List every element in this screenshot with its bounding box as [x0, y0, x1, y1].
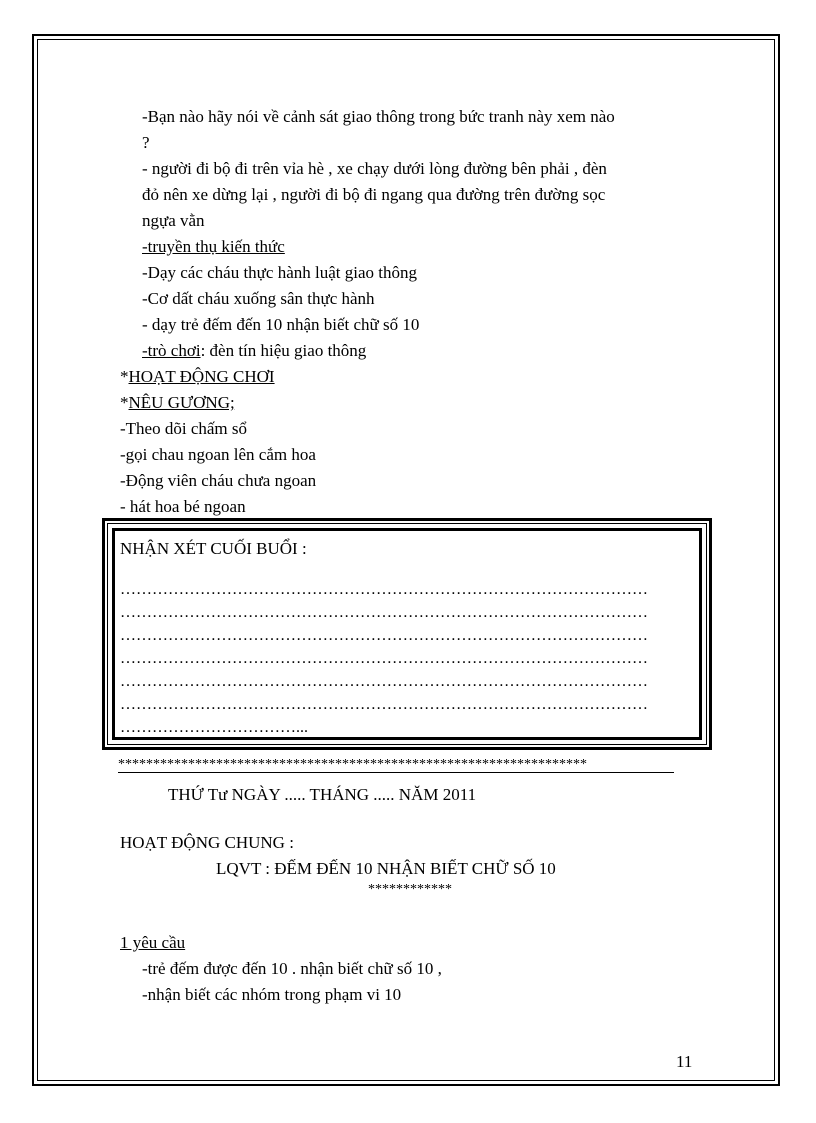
text-line: -Bạn nào hãy nói về cảnh sát giao thông trong bức tranh này xem nào	[142, 107, 615, 126]
page-number: 11	[676, 1052, 693, 1071]
game-text: : đèn tín hiệu giao thông	[200, 341, 367, 360]
heading-play-activity	[120, 367, 275, 387]
text-line: - dạy trẻ đếm đến 10 nhận biết chữ số 10	[142, 315, 420, 334]
game-label: -trò chơi	[142, 341, 201, 360]
bullet-star: *	[120, 367, 129, 386]
lesson-title: LQVT : ĐẾM ĐẾN 10 NHẬN BIẾT CHỮ SỐ 10	[216, 859, 556, 878]
heading-examples-text: NÊU GƯƠNG;	[128, 393, 235, 412]
text-line: ?	[142, 133, 150, 152]
text-line: ngựa vằn	[142, 211, 205, 230]
requirement-item: -nhận biết các nhóm trong phạm vi 10	[142, 985, 402, 1004]
bullet-star: *	[120, 393, 129, 412]
date-line: THỨ Tư NGÀY ..... THÁNG ..... NĂM 2011	[168, 785, 477, 804]
dotted-line: ………………………………………………………………………………………	[120, 673, 648, 690]
text-line: -Cơ dất cháu xuống sân thực hành	[142, 289, 375, 308]
dotted-line: ………………………………………………………………………………………	[120, 581, 648, 598]
section-heading: 1 yêu cầu	[120, 933, 186, 952]
requirement-item: -trẻ đếm được đến 10 . nhận biết chữ số 10 ,	[142, 959, 442, 978]
subheading-knowledge: -truyền thụ kiến thức	[142, 237, 285, 256]
heading-play-text: HOẠT ĐỘNG CHƠI	[128, 367, 275, 386]
dotted-line: ………………………………………………………………………………………	[120, 696, 648, 713]
dotted-line: ………………………………………………………………………………………	[120, 627, 648, 644]
separator-rule	[118, 772, 674, 773]
dotted-line: ………………………………………………………………………………………	[120, 604, 648, 621]
text-line: - người đi bộ đi trên vỉa hè , xe chạy dưới lòng đường bên phải , đèn	[142, 159, 607, 178]
text-line-game	[142, 341, 366, 361]
text-line: -Động viên cháu chưa ngoan	[120, 471, 317, 490]
dotted-line: ………………………………………………………………………………………	[120, 650, 648, 667]
text-line: -Dạy các cháu thực hành luật giao thông	[142, 263, 417, 282]
text-line: đỏ nên xe dừng lại , người đi bộ đi ngang qua đường trên đường sọc	[142, 185, 606, 204]
dotted-line-short: ……………………………...	[120, 719, 308, 736]
text-line: - hát hoa bé ngoan	[120, 497, 246, 516]
activity-heading: HOẠT ĐỘNG CHUNG :	[120, 833, 294, 852]
remarks-title: NHẬN XÉT CUỐI BUỔI :	[120, 539, 307, 558]
lesson-stars: ************	[368, 882, 452, 897]
text-line: -gọi chau ngoan lên cắm hoa	[120, 445, 316, 464]
heading-examples	[120, 393, 235, 413]
separator-stars: *******************************************************************	[118, 757, 587, 772]
text-line: -Theo dõi chấm sổ	[120, 419, 247, 438]
